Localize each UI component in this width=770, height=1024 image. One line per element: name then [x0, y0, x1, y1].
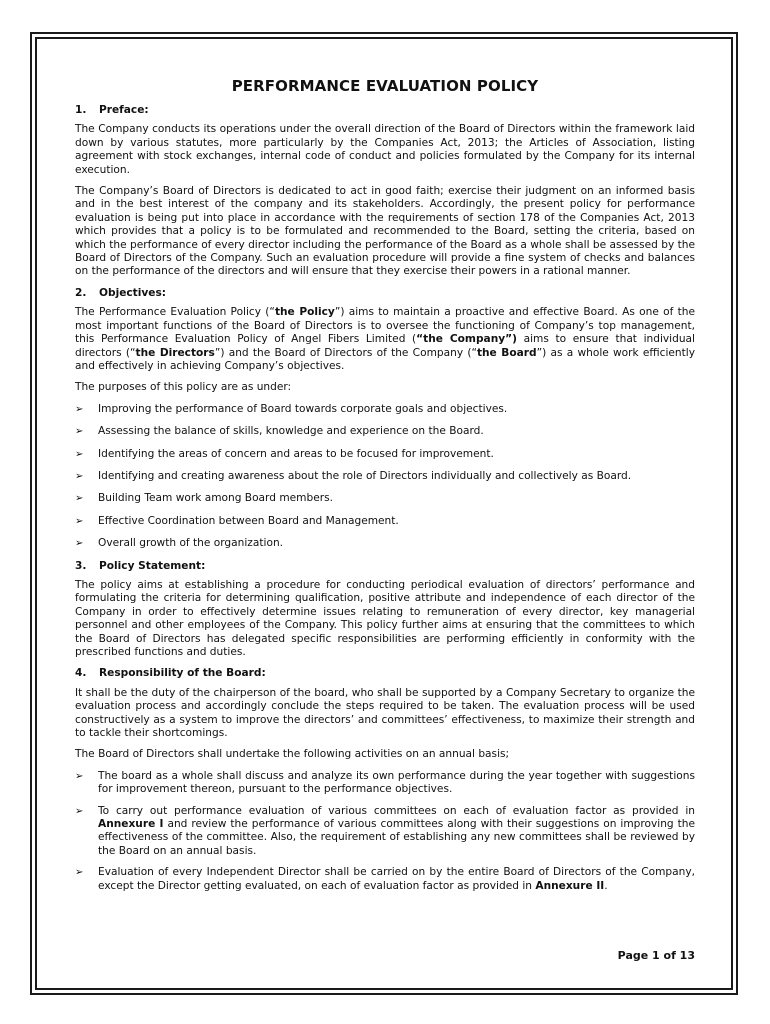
purposes-intro: The purposes of this policy are as under: [75, 381, 292, 394]
list-item: ➢ To carry out performance evaluation of various committees on each of evaluation factor as provided in Annexure I and review the performance of various committees along with their suggestions on improving the effectiveness of the committee. Also, the requirement of establishing any new committees shall be reviewed by the Board on an annual basis. [75, 804, 695, 857]
purposes-list [75, 403, 695, 551]
list-item: ➢ The board as a whole shall discuss and analyze its own performance during the year together with suggestions for improvement thereon, pursuant to the performance objectives. [75, 769, 695, 796]
policy-statement-paragraph: The policy aims at establishing a procedure for conducting periodical evaluation of directors’ performance and formulating the criteria for determining qualification, positive attribute and independence of each director of the Company in order to effectively determine issues relating to remuneration of every director, key managerial personnel and other employees of the Company. This policy further aims at ensuring that the committees to which the Board of Directors has delegated specific responsibilities are performing efficiently in conformity with the prescribed functions and duties. [75, 578, 695, 658]
preface-paragraph-1: The Company conducts its operations under the overall direction of the Board of Directors within the framework laid down by various statutes, more particularly by the Companies Act, 2013; the Articles of Association, listing agreement with stock exchanges, internal code of conduct and policies formulated by the Company for its internal execution. [75, 123, 695, 176]
section-heading-preface: 1. Preface: [75, 104, 149, 116]
bullet-arrow-icon: ➢ [75, 403, 84, 415]
page-number: Page 1 of 13 [617, 949, 695, 962]
bullet-arrow-icon: ➢ [75, 805, 84, 817]
activities-list [75, 770, 695, 893]
section-heading-responsibility: 4. Responsibility of the Board: [75, 667, 266, 680]
bullet-arrow-icon: ➢ [75, 515, 84, 527]
document-body [75, 76, 695, 901]
list-item: ➢ Improving the performance of Board towards corporate goals and objectives. [75, 402, 508, 415]
preface-paragraph-2: The Company’s Board of Directors is dedicated to act in good faith; exercise their judgment on an informed basis and in the best interest of the company and its stakeholders. Accordingly, the present policy for performance evaluation is being put into place in accordance with the requirements of section 178 of the Companies Act, 2013 which provides that a policy is to be formulated and recommended to the Board, setting the criteria, based on which the performance of every director including the performance of the Board as a whole shall be assessed by the Board of Directors of the Company. Such an evaluation procedure will provide a fine system of checks and balances on the performance of the directors and will ensure that they exercise their powers in a rational manner. [75, 185, 695, 278]
list-item: ➢ Identifying the areas of concern and areas to be focused for improvement. [75, 447, 494, 460]
document-title: PERFORMANCE EVALUATION POLICY [231, 77, 539, 95]
section-heading-objectives: 2. Objectives: [75, 286, 167, 299]
bullet-arrow-icon: ➢ [75, 426, 84, 438]
list-item: ➢ Effective Coordination between Board and Management. [75, 514, 399, 527]
list-item: ➢ Overall growth of the organization. [75, 537, 284, 550]
bullet-arrow-icon: ➢ [75, 770, 84, 782]
list-item: ➢ Identifying and creating awareness about the role of Directors individually and collectively as Board. [75, 469, 632, 482]
responsibility-paragraph-1: It shall be the duty of the chairperson of the board, who shall be supported by a Company Secretary to organize the evaluation process and accordingly conclude the steps required to be taken. The evaluation process will be used constructively as a system to improve the directors’ and committees’ effectiveness, to maximize their strength and to tackle their shortcomings. [75, 686, 695, 740]
section-heading-policy-statement: 3. Policy Statement: [75, 559, 206, 572]
bullet-arrow-icon: ➢ [75, 448, 84, 460]
list-item: ➢ Assessing the balance of skills, knowledge and experience on the Board. [75, 425, 484, 438]
list-item: ➢ Evaluation of every Independent Director shall be carried on by the entire Board of Directors of the Company, except the Director getting evaluated, on each of evaluation factor as provided in Annexure II. [75, 866, 695, 892]
list-item: ➢ Building Team work among Board members. [75, 492, 333, 505]
bullet-arrow-icon: ➢ [75, 867, 84, 879]
bullet-arrow-icon: ➢ [75, 493, 84, 505]
responsibility-paragraph-2: The Board of Directors shall undertake the following activities on an annual basis; [75, 748, 510, 761]
bullet-arrow-icon: ➢ [75, 470, 84, 482]
objectives-paragraph: The Performance Evaluation Policy (“the Policy”) aims to maintain a proactive and effective Board. As one of the most important functions of the Board of Directors is to oversee the functioning of Company’s top management, this Performance Evaluation Policy of Angel Fibers Limited (“the Company”) aims to ensure that individual directors (“the Directors”) and the Board of Directors of the Company (“the Board”) as a whole work efficiently and effectively in achieving Company’s objectives. [75, 306, 696, 372]
bullet-arrow-icon: ➢ [75, 538, 84, 550]
